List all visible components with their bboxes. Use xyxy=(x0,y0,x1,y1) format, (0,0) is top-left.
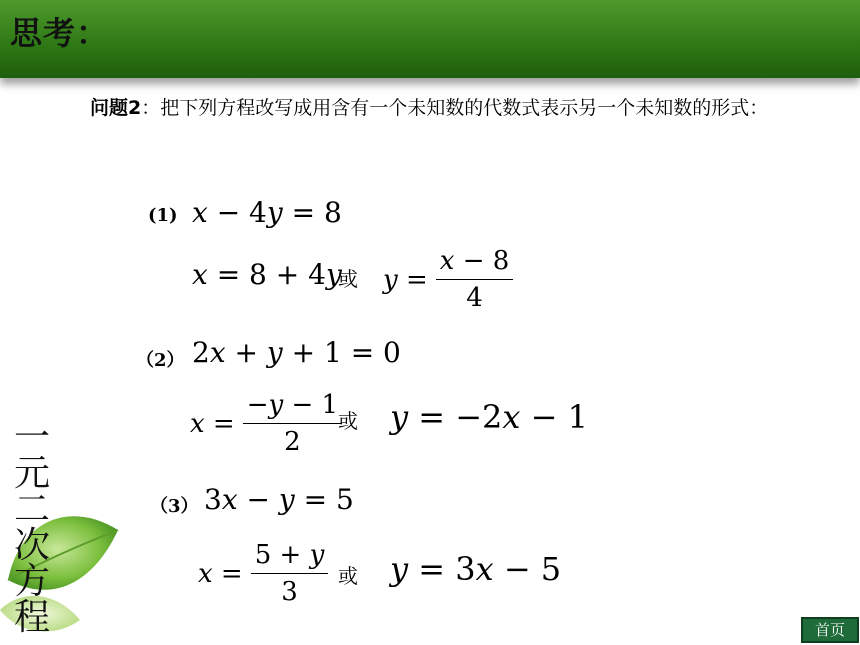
problem-3-solution-y: y = 3x − 5 xyxy=(390,550,562,588)
problem-2-equation: 2x + y + 1 = 0 xyxy=(192,336,401,369)
problem-3-or: 或 xyxy=(338,564,358,588)
problem-3-label: （3） xyxy=(150,496,199,517)
side-title-char: 二 xyxy=(13,489,50,530)
question-body: ：把下列方程改写成用含有一个未知数的代数式表示另一个未知数的形式： xyxy=(141,97,769,119)
problem-1-solution-y: y = x − 8 4 xyxy=(383,246,513,313)
problem-3-solution-x: x = 5 + y 3 xyxy=(198,540,328,607)
side-title-char: 次 xyxy=(13,525,50,566)
problem-2-solution-y: y = −2x − 1 xyxy=(390,398,588,436)
problem-1-label: (1) xyxy=(148,205,178,226)
side-title-char: 元 xyxy=(13,453,50,494)
problem-1-solution-x: x = 8 + 4y xyxy=(192,258,342,291)
problem-2-label: （2） xyxy=(136,350,185,371)
side-title-char: 方 xyxy=(13,561,50,602)
question-text xyxy=(90,93,770,123)
problem-1-equation: x − 4y = 8 xyxy=(192,196,342,229)
problem-3-equation: 3x − y = 5 xyxy=(204,483,354,516)
side-title-char: 程 xyxy=(13,597,50,638)
header-title: 思考： xyxy=(10,14,110,52)
header-bar xyxy=(0,0,860,78)
problem-1-or: 或 xyxy=(338,267,358,291)
problem-2-solution-x: x = −y − 1 2 xyxy=(190,390,342,457)
question-label: 问题2 xyxy=(90,97,142,119)
home-button[interactable]: 首页 xyxy=(801,617,859,643)
side-title xyxy=(10,417,54,638)
problem-2-or: 或 xyxy=(338,409,358,433)
side-title-char: 一 xyxy=(13,417,50,458)
